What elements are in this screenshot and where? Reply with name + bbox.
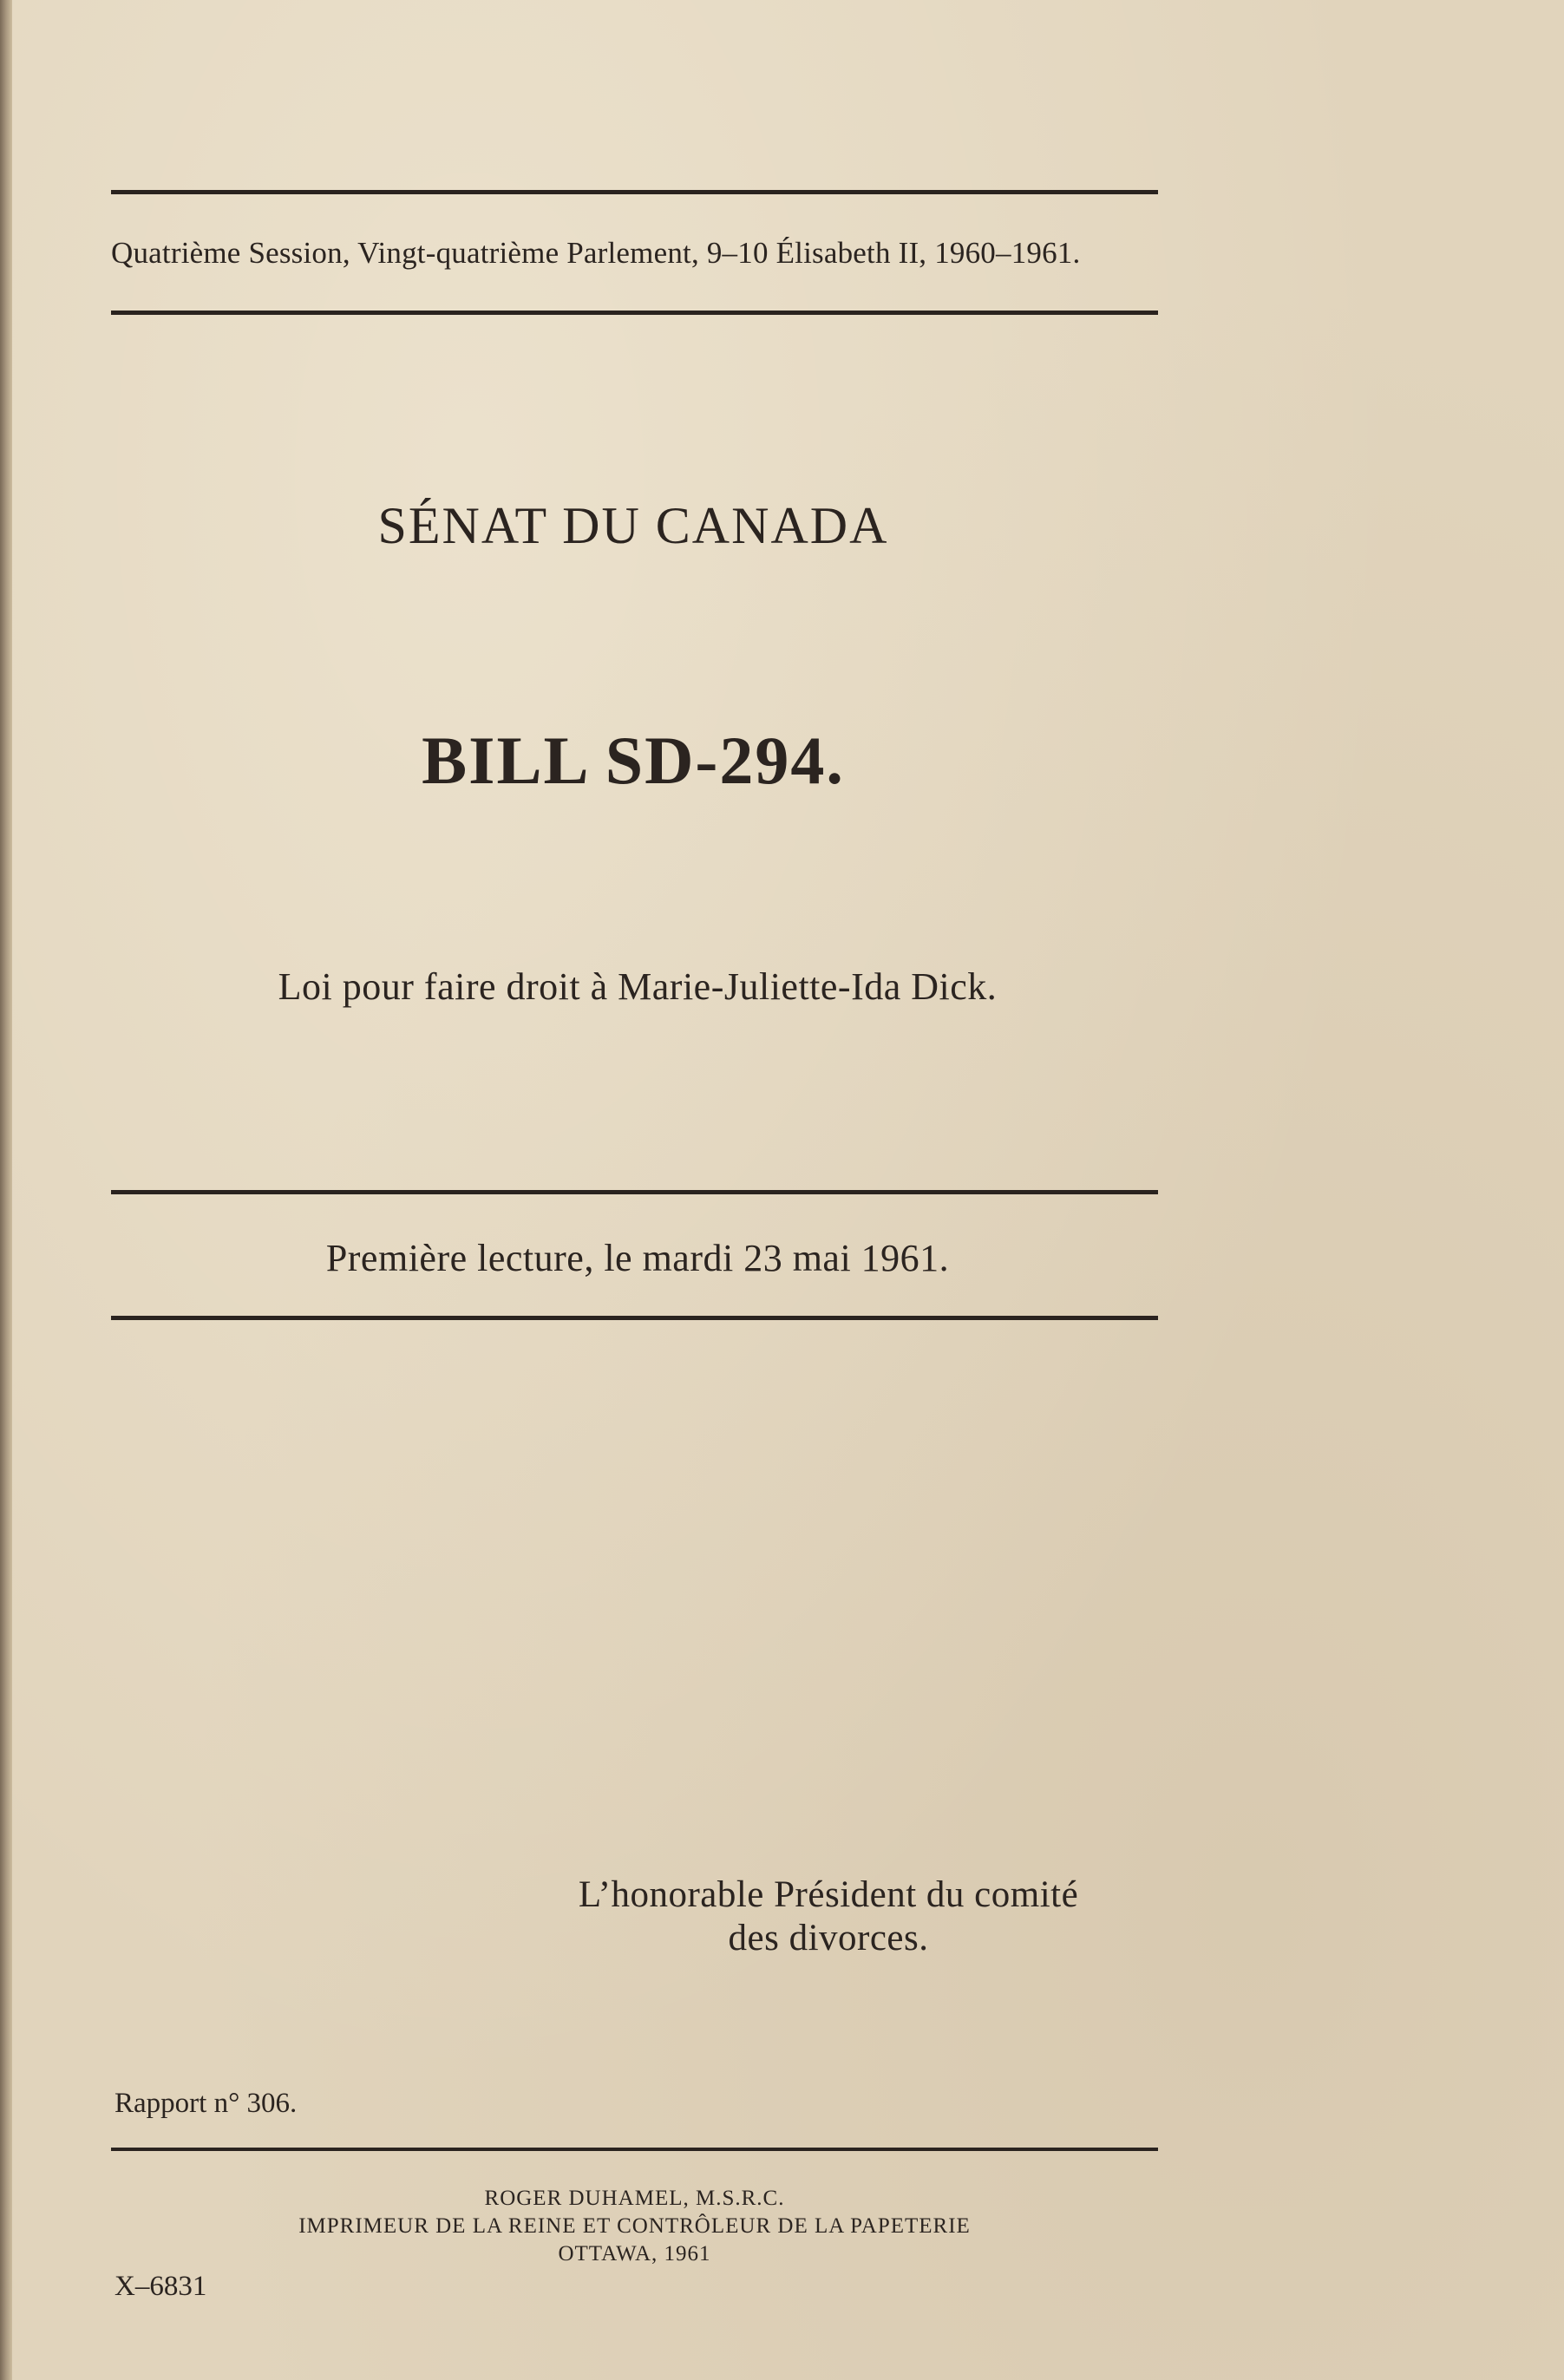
report-number: Rapport n° 306. [115, 2088, 298, 2119]
bill-title: Loi pour faire droit à Marie-Juliette-Ida Dick. [278, 965, 998, 1008]
reading-bottom-rule [111, 1316, 1158, 1320]
senate-title: SÉNAT DU CANADA [377, 497, 889, 554]
sponsor-line-1: L’honorable Président du comité [578, 1874, 1079, 1915]
document-code: X–6831 [115, 2271, 207, 2302]
bill-number: BILL SD-294. [422, 722, 845, 798]
printer-imprint [111, 2185, 1158, 2268]
footer-rule [111, 2148, 1158, 2151]
sponsor-line-2: des divorces. [728, 1918, 929, 1958]
first-reading-date: Première lecture, le mardi 23 mai 1961. [325, 1237, 950, 1279]
printer-title: IMPRIMEUR DE LA REINE ET CONTRÔLEUR DE LA PAPETERIE [298, 2214, 971, 2238]
printer-name: ROGER DUHAMEL, M.S.R.C. [484, 2187, 785, 2210]
top-rule [111, 190, 1158, 194]
printer-place: OTTAWA, 1961 [558, 2242, 711, 2266]
session-line: Quatrième Session, Vingt-quatrième Parlement, 9–10 Élisabeth II, 1960–1961. [111, 236, 1081, 270]
session-rule [111, 311, 1158, 315]
binding-edge [0, 0, 12, 2380]
reading-top-rule [111, 1190, 1158, 1194]
sponsor-block [533, 1873, 1123, 1960]
